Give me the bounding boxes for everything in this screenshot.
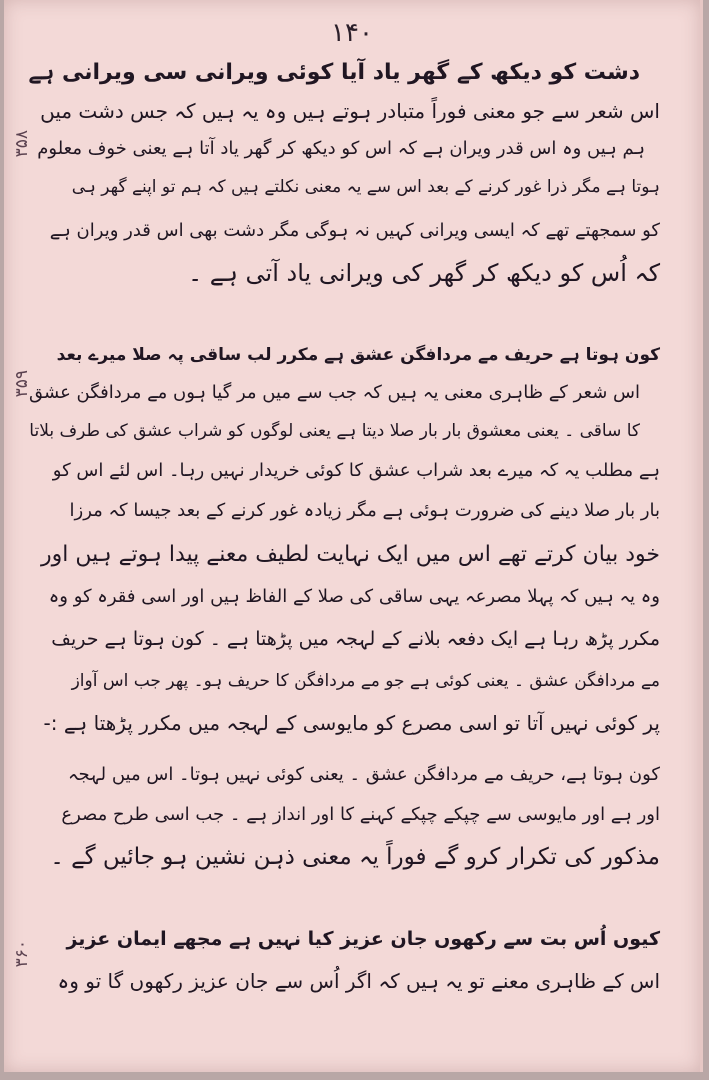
text-line: مکرر پڑھ رہا ہے ایک دفعہ بلانے کے لہجہ میں پڑھتا ہے ۔ کون ہوتا ہے حریف (51, 628, 660, 650)
verse-line: دشت کو دیکھ کے گھر یاد آیا کوئی ویرانی سی ویرانی ہے (28, 60, 640, 85)
text-line: اس کے ظاہری معنے تو یہ ہیں کہ اگر اُس سے جان عزیز رکھوں گا تو وہ (57, 969, 660, 993)
manuscript-page (4, 0, 703, 1072)
text-line: خود بیان کرتے تھے اس میں ایک نہایت لطیف معنے پیدا ہوتے ہیں اور (41, 542, 660, 567)
text-line: ہوتا ہے مگر ذرا غور کرنے کے بعد اس سے یہ معنی نکلتے ہیں کہ ہم تو اپنے گھر ہی (71, 177, 660, 197)
text-line: بار بار صلا دینے کی ضرورت ہوئی ہے مگر زیادہ غور کرنے کے بعد جیسا کہ مرزا (69, 500, 660, 521)
page-number: ۱۴۰ (331, 18, 373, 48)
text-line: مذکور کی تکرار کرو گے فوراً یہ معنی ذہن نشین ہو جائیں گے ۔ (50, 844, 660, 870)
text-line: کو سمجھتے تھے کہ ایسی ویرانی کہیں نہ ہوگی مگر دشت بھی اس قدر ویران ہے (49, 220, 660, 241)
margin-note: ۳۵۹ (12, 370, 32, 398)
text-line: کہ اُس کو دیکھ کر گھر کی ویرانی یاد آتی ہے ۔ (188, 259, 660, 287)
margin-note: ۳۵۸ (12, 130, 32, 158)
text-line: کون ہوتا ہے، حریف مے مردافگن عشق ۔ یعنی کوئی نہیں ہوتا۔ اس میں لہجہ (67, 764, 660, 785)
verse-line: کون ہوتا ہے حریف مے مردافگن عشق ہے مکرر لب ساقی پہ صلا میرے بعد (56, 345, 660, 365)
text-line: ہم ہیں وہ اس قدر ویران ہے کہ اس کو دیکھ کر گھر یاد آتا ہے یعنی خوف معلوم (37, 138, 645, 159)
text-line: اور ہے اور مایوسی سے چپکے چپکے کہنے کا اور انداز ہے ۔ جب اسی طرح مصرع (61, 804, 660, 825)
verse-line: کیوں اُس بت سے رکھوں جان عزیز کیا نہیں ہے مجھے ایمان عزیز (66, 928, 660, 950)
text-line: ہے مطلب یہ کہ میرے بعد شراب عشق کا کوئی خریدار نہیں رہا۔ اس لئے اس کو (52, 460, 660, 481)
margin-note: ۳۶۰ (12, 940, 32, 968)
text-line: وہ یہ ہیں کہ پہلا مصرعہ یہی ساقی کی صلا کے الفاظ ہیں اور اسی فقرہ کو وہ (48, 586, 660, 607)
text-line: اس شعر سے جو معنی فوراً متبادر ہوتے ہیں وہ یہ ہیں کہ جس دشت میں (40, 99, 660, 123)
text-line: اس شعر کے ظاہری معنی یہ ہیں کہ جب سے میں مر گیا ہوں مے مردافگن عشق (29, 382, 640, 403)
text-line: پر کوئی نہیں آتا تو اسی مصرع کو مایوسی کے لہجہ میں مکرر پڑھتا ہے :- (43, 711, 660, 735)
text-line: مے مردافگن عشق ۔ یعنی کوئی ہے جو مے مردافگن کا حریف ہو۔ پھر جب اس آواز (71, 671, 660, 691)
text-line: کا ساقی ۔ یعنی معشوق بار بار صلا دیتا ہے یعنی لوگوں کو شراب عشق کی طرف بلاتا (29, 421, 640, 441)
